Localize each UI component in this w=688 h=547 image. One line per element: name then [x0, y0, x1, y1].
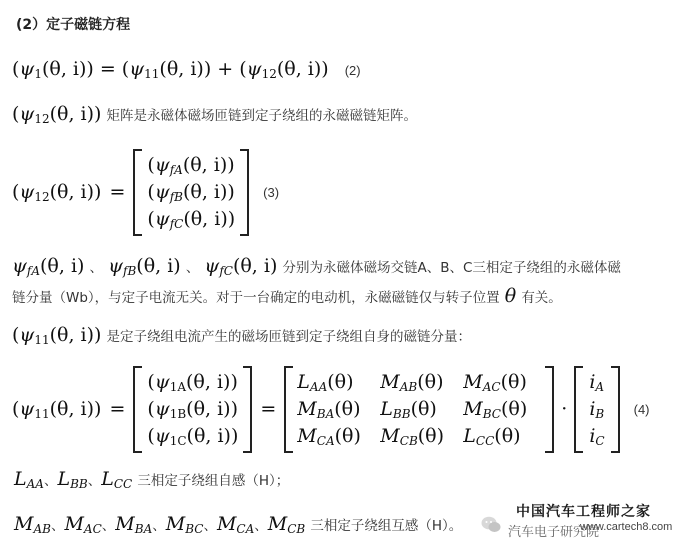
watermark-url: www.cartech8.com	[580, 521, 673, 533]
self-inductance-line: $L_{AA}$、$L_{BB}$、$L_{CC}$ 三相定子绕组自感（H）；	[14, 468, 290, 491]
permanent-flux-paragraph: $\psi_{fA}(\theta$, i) 、 $\psi_{fB}(\theta$, i) 、 $\psi_{fC}(\theta$, i) 分别为永磁体磁场交链A、B、C三相定子绕组的永磁体磁 链分量（Wb），与定子电流无关。对于一台确定的电动机，永磁磁链仅与转子位置 θ 有关。	[12, 255, 621, 307]
equation-number: (3)	[263, 184, 280, 200]
mutual-inductance-line: $M_{AB}$、$M_{AC}$、$M_{BA}$、$M_{BC}$、$M_{CA}$、$M_{CB}$ 三相定子绕组互感（H）。	[14, 513, 463, 536]
equation-number: (2)	[344, 63, 361, 78]
psi12-description: ($\psi_{12}(\theta$, i)) 矩阵是永磁体磁场匝链到定子绕组的永磁磁链矩阵。	[12, 103, 418, 126]
equation-4: ($\psi_{11}(\theta$, i)) = ($\psi_{1A}(\theta$, i)) ($\psi_{1B}(\theta$, i)) ($\psi_{1C}(\theta$, i)) = $L_{AA}(\theta)$ $M_{AB}(\theta)$ $M_{AC}(\theta)$ $M_{BA}(\theta)$ $L_{BB}(\theta)$ $M_{BC}(\theta)$ $M_{CA}(\theta)$ $M_{CB}(\theta)$ $L_{CC}(\theta)$ · $i_A$ $i_B$ $i_C$ (4)	[12, 364, 650, 454]
equation-3: ($\psi_{12}(\theta$, i)) = ($\psi_{fA}(\theta$, i)) ($\psi_{fB}(\theta$, i)) ($\psi_{fC}(\theta$, i)) (3)	[12, 146, 279, 238]
watermark-subtitle: 汽车电子研究院	[508, 525, 600, 540]
self-flux-vector: ($\psi_{1A}(\theta$, i)) ($\psi_{1B}(\theta$, i)) ($\psi_{1C}(\theta$, i))	[133, 366, 252, 453]
watermark-title: 中国汽车工程师之家	[516, 504, 651, 520]
section-heading: (2）定子磁链方程	[16, 17, 131, 33]
wechat-icon	[480, 513, 502, 535]
psi11-description: ($\psi_{11}(\theta$, i)) 是定子绕组电流产生的磁场匝链到定子绕组自身的磁链分量：	[12, 324, 472, 347]
inductance-matrix: $L_{AA}(\theta)$ $M_{AB}(\theta)$ $M_{AC}(\theta)$ $M_{BA}(\theta)$ $L_{BB}(\theta)$ $M_{BC}(\theta)$ $M_{CA}(\theta)$ $M_{CB}(\theta)$ $L_{CC}(\theta)$	[284, 366, 554, 453]
equation-number: (4)	[633, 401, 650, 417]
permanent-flux-vector: ($\psi_{fA}(\theta$, i)) ($\psi_{fB}(\theta$, i)) ($\psi_{fC}(\theta$, i))	[133, 149, 249, 236]
watermark	[480, 501, 680, 541]
equation-2: ($\psi_1(\theta$, $i)) = (\psi_{11}(\theta$, $i)) + (\psi_{12}(\theta$, i)) (2)	[12, 58, 361, 81]
current-vector: $i_A$ $i_B$ $i_C$	[574, 366, 619, 453]
